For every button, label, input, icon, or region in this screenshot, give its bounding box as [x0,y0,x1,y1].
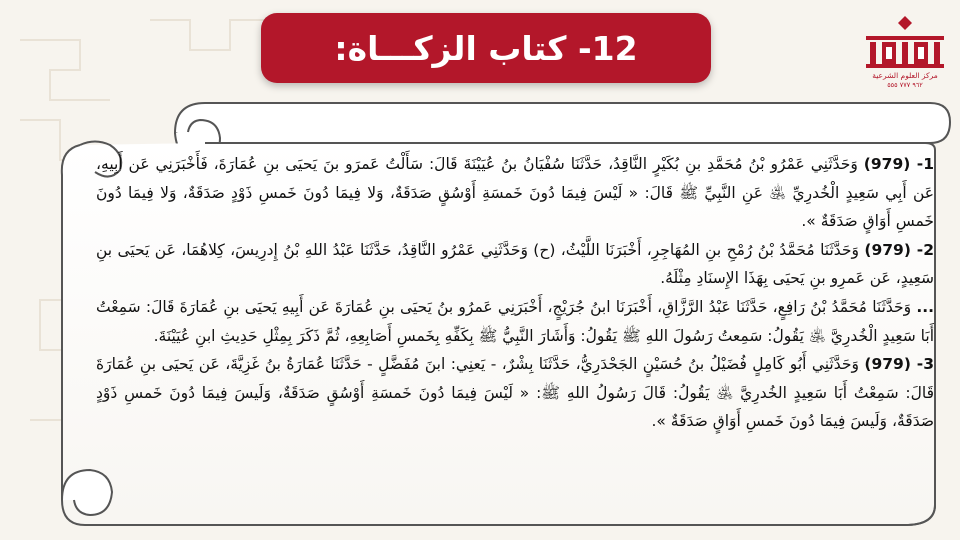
logo-number: ٩٦٢ ٧٧٧ ٥٥٥ [887,81,923,89]
hadith-number: ... [916,297,935,316]
ihkam-logo-mark [862,14,948,70]
hadith-content [96,150,934,490]
hadith-2 [96,236,934,293]
page-title: 12- كتاب الزكـــاة: [334,28,638,68]
logo [862,14,948,94]
hadith-text: وَحَدَّثَنِي عَمْرُو بْنُ مُحَمَّدِ بنِ بُكَيْرٍ النَّاقِدُ، حَدَّثَنَا سُفْيَانُ بنُ عُيَيْنَةَ قَالَ: سَأَلْتُ عَمرَو بنَ يَحيَى بنِ عُمَارَةَ، فَأَخْبَرَنِي عَن أَبِيهِ، عَن أَبِي سَعِيدٍ الْخُدرِيِّ ﵁ عَنِ النَّبِيِّ ﷺ قَالَ: « لَيْسَ فِيمَا دُونَ خَمسَةِ أَوْسُقٍ صَدَقَةٌ، وَلا فِيمَا دُونَ خَمسِ ذَوْدٍ صَدَقَةٌ، وَلا فِيمَا دُونَ خَمسِ أَوَاقٍ صَدَقَةٌ ». [96,155,934,231]
hadith-number: 3- (979) [864,355,934,374]
hadith-3 [96,350,934,436]
logo-subtitle: مركز العلوم الشرعية [872,71,938,80]
hadith-text: وَحَدَّثَنِي أَبُو كَامِلٍ فُضَيْلُ بنُ حُسَيْنٍ الجَحْدَرِيُّ، حَدَّثَنَا بِشْرٌ، - يَعنِي: ابنَ مُفَضَّلٍ - حَدَّثَنَا عُمَارَةُ بنُ غَزِيَّةَ، عَن يَحيَى بنِ عُمَارَةَ قَالَ: سَمِعْتُ أَبَا سَعِيدٍ الخُدرِيَّ ﵁ يَقُولُ: قَالَ رَسُولُ اللهِ ﷺ: « لَيْسَ فِيمَا دُونَ خَمسَةِ أَوْسُقٍ صَدَقَةٌ، وَلَيسَ فِيمَا دُونَ خَمسِ ذَوْدٍ صَدَقَةٌ، وَلَيسَ فِيمَا دُونَ خَمسِ أَوَاقٍ صَدَقَةٌ ». [96,355,934,431]
hadith-number: 1- (979) [863,155,934,173]
hadith-2-continuation [96,293,934,350]
hadith-text: وَحَدَّثَنَا مُحَمَّدُ بْنُ رَافِعٍ، حَدَّثَنَا عَبْدُ الرَّزَّاقِ، أَخْبَرَنَا ابنُ جُرَيْجٍ، أَخْبَرَنِي عَمرُو بنُ يَحيَى بنِ عُمَارَةَ عَن أَبِيهِ يَحيَى بنِ عُمَارَةَ قَالَ: سَمِعْتُ أَبَا سَعِيدٍ الْخُدرِيَّ ﵁ يَقُولُ: سَمِعتُ رَسُولَ اللهِ ﷺ يَقُولُ: وَأَشَارَ النَّبِيُّ ﷺ بِكَفِّهِ بِخَمسِ أَصَابِعِهِ، ثُمَّ ذَكَرَ بِمِثْلِ حَدِيثِ ابنِ عُيَيْنَةَ. [96,297,934,345]
hadith-text: وَحَدَّثَنَا مُحَمَّدُ بْنُ رُمْحِ بنِ المُهَاجِرِ، أَخْبَرَنَا اللَّيْثُ، (ح) وَحَدَّثَنِي عَمْرُو النَّاقِدُ، حَدَّثَنَا عَبْدُ اللهِ بْنُ إِدرِيسَ، كِلاهُمَا، عَن يَحيَى بنِ سَعِيدٍ، عَن عَمرِو بنِ يَحيَى بِهَذَا الإِسنَادِ مِثْلَهُ. [96,240,934,288]
hadith-number: 2- (979) [864,240,935,259]
title-banner [261,13,711,83]
hadith-1 [96,150,934,236]
